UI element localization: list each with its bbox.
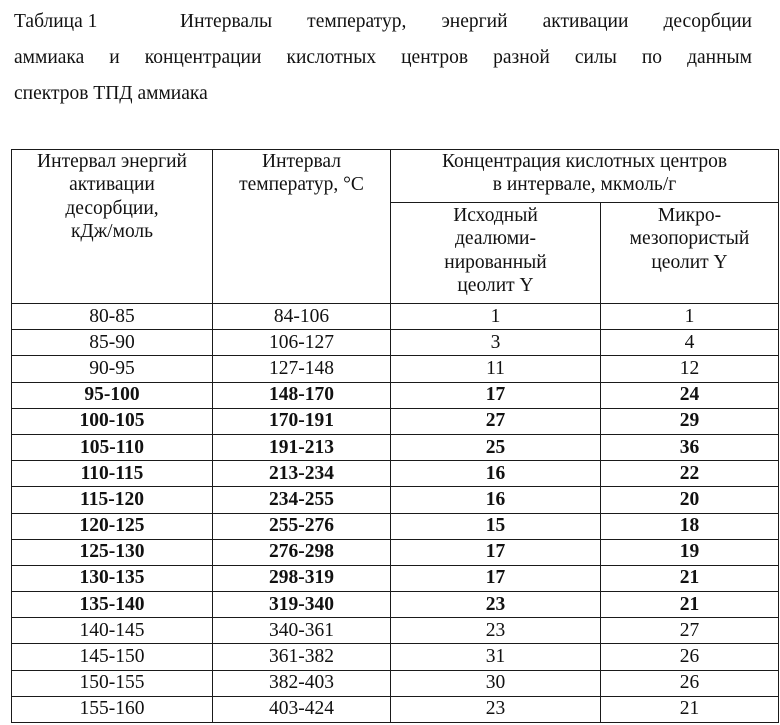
cell-energy: 80-85 xyxy=(12,304,213,330)
cell-temperature: 340-361 xyxy=(213,618,391,644)
header-micro-mesoporous-zeolite xyxy=(601,203,779,304)
caption-line-2 xyxy=(14,40,752,76)
cell-conc-micromeso: 21 xyxy=(601,696,779,722)
caption-line-3-text: спектров ТПД аммиака xyxy=(14,83,208,104)
header-line: кДж/моль xyxy=(70,221,154,243)
cell-temperature: 84-106 xyxy=(213,304,391,330)
cell-energy: 100-105 xyxy=(12,408,213,434)
cell-conc-micromeso: 36 xyxy=(601,434,779,460)
cell-conc-micromeso: 21 xyxy=(601,592,779,618)
header-line: Интервал xyxy=(262,151,341,172)
cell-conc-original: 31 xyxy=(391,644,601,670)
table-row xyxy=(12,304,779,330)
cell-conc-original: 15 xyxy=(391,513,601,539)
cell-energy: 95-100 xyxy=(12,382,213,408)
cell-conc-micromeso: 24 xyxy=(601,382,779,408)
header-original-zeolite xyxy=(391,203,601,304)
header-line: цеолит Y xyxy=(651,251,728,273)
header-line: Концентрация кислотных центров xyxy=(441,151,728,172)
cell-conc-micromeso: 19 xyxy=(601,539,779,565)
caption-word: активации xyxy=(542,11,629,32)
cell-temperature: 255-276 xyxy=(213,513,391,539)
cell-energy: 110-115 xyxy=(12,461,213,487)
cell-conc-micromeso: 27 xyxy=(601,618,779,644)
table-row xyxy=(12,565,779,591)
header-line: Исходный xyxy=(453,205,538,226)
cell-conc-original: 16 xyxy=(391,461,601,487)
cell-energy: 115-120 xyxy=(12,487,213,513)
caption-label: Таблица 1 xyxy=(14,11,98,32)
table-caption xyxy=(14,4,752,112)
cell-conc-original: 1 xyxy=(391,304,601,330)
cell-temperature: 148-170 xyxy=(213,382,391,408)
header-line: нированный xyxy=(444,251,547,273)
table-row xyxy=(12,487,779,513)
cell-energy: 130-135 xyxy=(12,565,213,591)
cell-conc-original: 23 xyxy=(391,618,601,644)
cell-conc-micromeso: 29 xyxy=(601,408,779,434)
header-line: цеолит Y xyxy=(457,275,534,297)
cell-energy: 105-110 xyxy=(12,434,213,460)
caption-word: аммиака xyxy=(14,47,85,68)
cell-conc-original: 23 xyxy=(391,592,601,618)
table-row xyxy=(12,461,779,487)
caption-word: данным xyxy=(687,47,752,68)
header-acid-concentration-group xyxy=(391,150,779,203)
cell-energy: 155-160 xyxy=(12,696,213,722)
cell-temperature: 276-298 xyxy=(213,539,391,565)
table-row xyxy=(12,670,779,696)
cell-conc-micromeso: 4 xyxy=(601,330,779,356)
cell-energy: 85-90 xyxy=(12,330,213,356)
cell-conc-original: 11 xyxy=(391,356,601,382)
table-row xyxy=(12,434,779,460)
caption-word: десорбции xyxy=(663,11,752,32)
cell-conc-original: 17 xyxy=(391,382,601,408)
cell-energy: 135-140 xyxy=(12,592,213,618)
cell-conc-micromeso: 22 xyxy=(601,461,779,487)
cell-conc-original: 3 xyxy=(391,330,601,356)
cell-conc-micromeso: 26 xyxy=(601,670,779,696)
data-table xyxy=(11,149,779,723)
cell-conc-original: 30 xyxy=(391,670,601,696)
cell-temperature: 127-148 xyxy=(213,356,391,382)
caption-line-1-words xyxy=(180,4,752,40)
header-line: температур, °С xyxy=(239,174,364,196)
cell-temperature: 361-382 xyxy=(213,644,391,670)
header-line: мезопористый xyxy=(629,228,750,250)
header-temperature-interval xyxy=(213,150,391,304)
caption-word: силы xyxy=(574,47,617,68)
cell-energy: 125-130 xyxy=(12,539,213,565)
cell-temperature: 319-340 xyxy=(213,592,391,618)
cell-conc-micromeso: 20 xyxy=(601,487,779,513)
header-line: десорбции, xyxy=(65,197,159,219)
header-line: активации xyxy=(69,174,155,196)
cell-conc-original: 16 xyxy=(391,487,601,513)
cell-conc-micromeso: 26 xyxy=(601,644,779,670)
cell-conc-original: 23 xyxy=(391,696,601,722)
table-row xyxy=(12,513,779,539)
cell-conc-micromeso: 1 xyxy=(601,304,779,330)
header-line: Интервал энергий xyxy=(37,151,187,172)
table-row xyxy=(12,539,779,565)
cell-energy: 120-125 xyxy=(12,513,213,539)
caption-word: кислотных xyxy=(286,47,377,68)
header-line: в интервале, мкмоль/г xyxy=(492,174,677,196)
caption-word: энергий xyxy=(441,11,508,32)
table-row xyxy=(12,382,779,408)
cell-conc-original: 27 xyxy=(391,408,601,434)
cell-temperature: 403-424 xyxy=(213,696,391,722)
caption-word: центров xyxy=(401,47,469,68)
caption-line-3 xyxy=(14,76,752,112)
caption-word: концентрации xyxy=(144,47,262,68)
cell-temperature: 213-234 xyxy=(213,461,391,487)
cell-energy: 145-150 xyxy=(12,644,213,670)
cell-conc-micromeso: 21 xyxy=(601,565,779,591)
cell-temperature: 170-191 xyxy=(213,408,391,434)
cell-energy: 90-95 xyxy=(12,356,213,382)
table-body xyxy=(12,304,779,723)
table-row xyxy=(12,592,779,618)
caption-word: по xyxy=(641,47,663,68)
cell-temperature: 234-255 xyxy=(213,487,391,513)
caption-word: Интервалы xyxy=(180,11,273,32)
header-line: деалюми- xyxy=(455,228,536,250)
table-row xyxy=(12,330,779,356)
cell-energy: 140-145 xyxy=(12,618,213,644)
cell-temperature: 106-127 xyxy=(213,330,391,356)
cell-conc-original: 25 xyxy=(391,434,601,460)
caption-word: разной xyxy=(493,47,550,68)
cell-conc-micromeso: 12 xyxy=(601,356,779,382)
header-line: Микро- xyxy=(657,205,722,226)
cell-conc-original: 17 xyxy=(391,539,601,565)
caption-word: и xyxy=(109,47,120,68)
table-row xyxy=(12,618,779,644)
cell-temperature: 382-403 xyxy=(213,670,391,696)
table-row xyxy=(12,356,779,382)
cell-conc-original: 17 xyxy=(391,565,601,591)
caption-word: температур, xyxy=(307,11,407,32)
table-row xyxy=(12,644,779,670)
cell-conc-micromeso: 18 xyxy=(601,513,779,539)
cell-energy: 150-155 xyxy=(12,670,213,696)
cell-temperature: 298-319 xyxy=(213,565,391,591)
table-row xyxy=(12,696,779,722)
cell-temperature: 191-213 xyxy=(213,434,391,460)
header-energy-interval xyxy=(12,150,213,304)
table-row xyxy=(12,408,779,434)
caption-line-1 xyxy=(14,4,752,40)
